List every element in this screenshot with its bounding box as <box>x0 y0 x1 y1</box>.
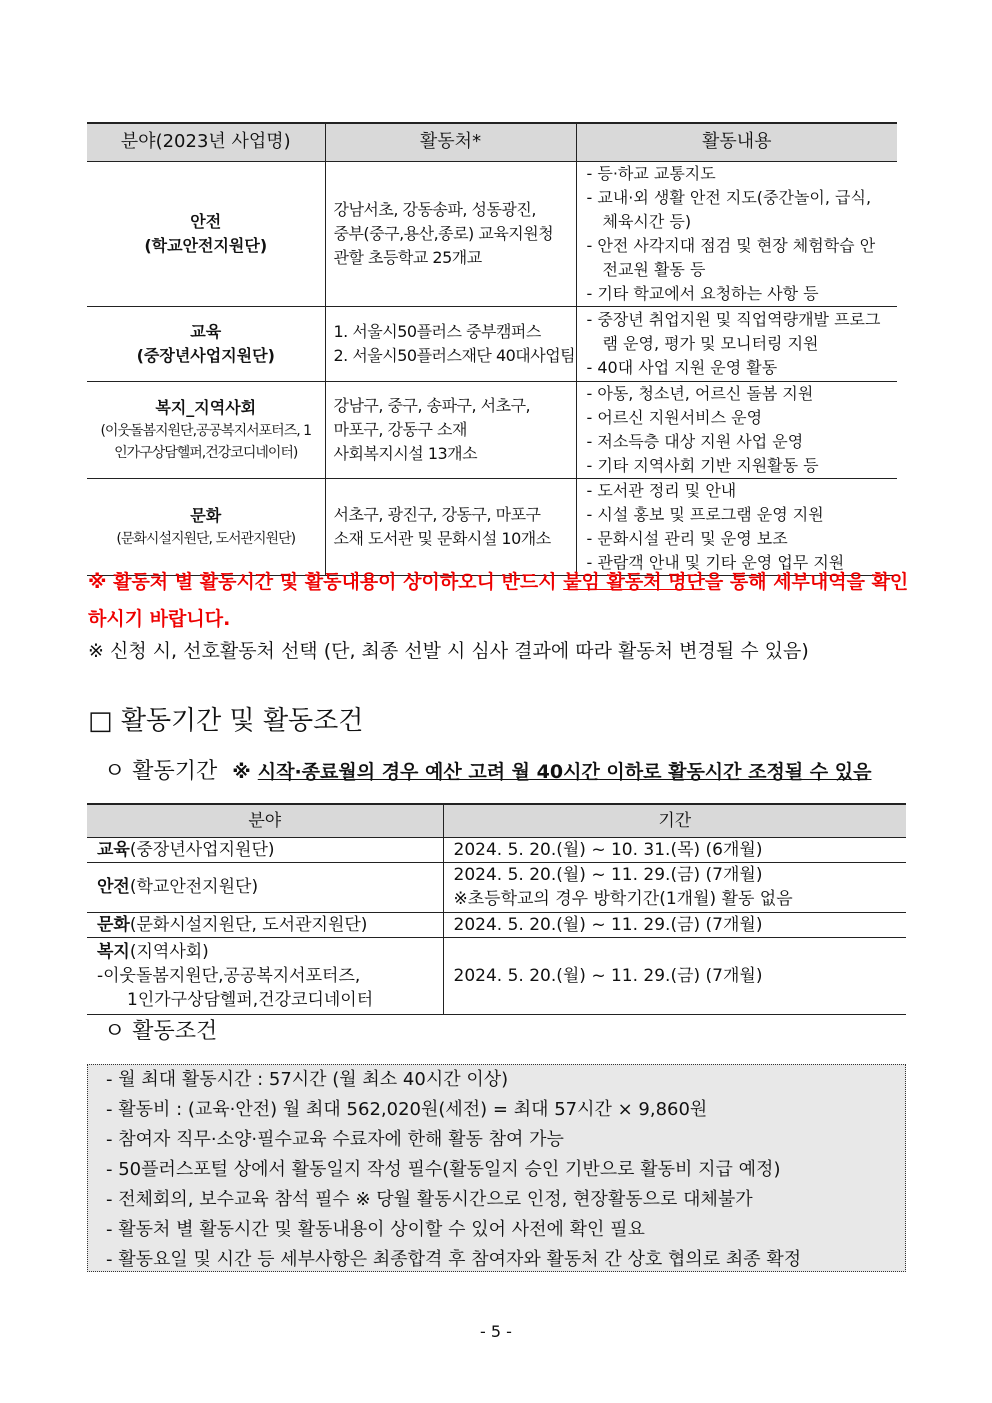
content-item: - 40대 사업 지원 운영 활동 <box>586 357 778 377</box>
content-cell <box>576 381 897 478</box>
place-line: 강남구, 중구, 송파구, 서초구, <box>333 395 531 415</box>
header-period: 기간 <box>443 804 906 837</box>
place-cell <box>325 161 576 306</box>
condition-item: - 활동처 별 활동시간 및 활동내용이 상이할 수 있어 사전에 확인 필요 <box>106 1219 645 1240</box>
place-line: 서초구, 광진구, 강동구, 마포구 <box>333 504 541 524</box>
field-detail: (학교안전지원단) <box>129 877 259 897</box>
field-name: 안전 <box>97 877 130 897</box>
content-item: - 기타 학교에서 요청하는 사항 등 <box>586 283 819 303</box>
place-cell <box>325 381 576 478</box>
activity-period-table <box>87 803 906 1015</box>
table-header-row <box>87 123 897 161</box>
content-item: - 중장년 취업지원 및 직업역량개발 프로그램 운영, 평가 및 모니터링 지원 <box>586 309 881 353</box>
field-detail: (문화시설지원단, 도서관지원단) <box>129 914 368 935</box>
category-sub: (문화시설지원단, 도서관지원단) <box>116 530 296 547</box>
table-row <box>87 478 897 575</box>
conditions-heading: ㅇ 활동조건 <box>104 1019 218 1044</box>
header-content: 활동내용 <box>576 123 897 161</box>
condition-item: - 50플러스포털 상에서 활동일지 작성 필수(활동일지 승인 기반으로 활동비 지급 예정) <box>106 1159 781 1180</box>
field-cell <box>87 862 443 912</box>
category-name: 문화 <box>190 505 222 525</box>
field-name: 교육 <box>97 839 130 860</box>
category-cell <box>87 161 325 306</box>
place-line: 중부(중구,용산,종로) 교육지원청 <box>333 223 554 243</box>
content-item: - 교내·외 생활 안전 지도(중간놀이, 급식, 체육시간 등) <box>586 187 872 231</box>
period-heading: ㅇ 활동기간 ※ 시작·종료월의 경우 예산 고려 월 40시간 이하로 활동시간 조정될 수 있음 <box>104 759 872 784</box>
period-line: 2024. 5. 20.(월) ~ 11. 29.(금) (7개월) <box>453 914 763 935</box>
category-sub: (학교안전지원단) <box>144 235 268 255</box>
table-row <box>87 161 897 306</box>
table-row <box>87 937 906 1014</box>
condition-item: - 활동비 : (교육·안전) 월 최대 562,020원(세전) = 최대 57시간 × 9,860원 <box>106 1099 708 1120</box>
category-cell <box>87 478 325 575</box>
activity-places-table <box>87 122 897 576</box>
header-field: 분야 <box>87 804 443 837</box>
period-note: 시작·종료월의 경우 예산 고려 월 40시간 이하로 활동시간 조정될 수 있음 <box>257 761 872 783</box>
table-row <box>87 912 906 937</box>
field-extra: 1인가구상담헬퍼,건강코디네이터 <box>127 989 374 1010</box>
period-cell <box>443 837 906 862</box>
period-cell <box>443 937 906 1014</box>
field-cell <box>87 937 443 1014</box>
condition-item: - 참여자 직무·소양·필수교육 수료자에 한해 활동 참여 가능 <box>106 1129 564 1150</box>
content-cell <box>576 478 897 575</box>
period-line: 2024. 5. 20.(월) ~ 11. 29.(금) (7개월) <box>453 965 763 986</box>
content-item: - 시설 홍보 및 프로그램 운영 지원 <box>586 504 824 524</box>
period-line: 2024. 5. 20.(월) ~ 10. 31.(목) (6개월) <box>453 839 763 860</box>
section-title: □ 활동기간 및 활동조건 <box>88 706 364 736</box>
header-place: 활동처* <box>325 123 576 161</box>
content-cell <box>576 161 897 306</box>
period-line: ※초등학교의 경우 방학기간(1개월) 활동 없음 <box>453 889 793 909</box>
place-line: 마포구, 강동구 소재 <box>333 419 467 439</box>
category-name: 교육 <box>190 321 222 341</box>
field-cell <box>87 912 443 937</box>
table-row <box>87 306 897 381</box>
content-cell <box>576 306 897 381</box>
category-sub: (이웃돌봄지원단,공공복지서포터즈, 1인가구상담헬퍼,건강코디네이터) <box>100 422 312 461</box>
category-cell <box>87 381 325 478</box>
conditions-box <box>87 1064 906 1272</box>
content-item: - 관람객 안내 및 기타 운영 업무 지원 <box>586 552 845 572</box>
place-line: 1. 서울시50플러스 중부캠퍼스 <box>333 321 541 341</box>
table-row <box>87 862 906 912</box>
place-cell <box>325 478 576 575</box>
selection-note: ※ 신청 시, 선호활동처 선택 (단, 최종 선발 시 심사 결과에 따라 활동처 변경될 수 있음) <box>88 640 809 662</box>
field-detail: (지역사회) <box>129 941 209 962</box>
place-line: 강남서초, 강동송파, 성동광진, <box>333 199 536 219</box>
field-cell <box>87 837 443 862</box>
period-cell <box>443 912 906 937</box>
place-line: 관할 초등학교 25개교 <box>333 247 482 267</box>
category-cell <box>87 306 325 381</box>
red-notice: ※ 활동처 별 활동시간 및 활동내용이 상이하오니 반드시 붙임 활동처 명단을 통해 세부내역을 확인하시기 바랍니다. <box>88 571 909 630</box>
place-line: 2. 서울시50플러스재단 40대사업팀 <box>333 345 576 365</box>
content-item: - 도서관 정리 및 안내 <box>586 480 737 500</box>
content-item: - 안전 사각지대 점검 및 현장 체험학습 안전교원 활동 등 <box>586 235 876 279</box>
field-extra: -이웃돌봄지원단,공공복지서포터즈, <box>97 965 361 986</box>
condition-item: - 전체회의, 보수교육 참석 필수 ※ 당월 활동시간으로 인정, 현장활동으로 대체불가 <box>106 1189 753 1210</box>
content-item: - 등·하교 교통지도 <box>586 163 716 183</box>
place-cell <box>325 306 576 381</box>
condition-item: - 월 최대 활동시간 : 57시간 (월 최소 40시간 이상) <box>106 1069 509 1090</box>
attached-list-link-text: 붙임 활동처 명단 <box>563 571 705 593</box>
content-item: - 아동, 청소년, 어르신 돌봄 지원 <box>586 383 814 403</box>
category-sub: (중장년사업지원단) <box>136 345 275 365</box>
page-number: - 5 - <box>480 1322 512 1341</box>
content-item: - 저소득층 대상 지원 사업 운영 <box>586 431 804 451</box>
content-item: - 문화시설 관리 및 운영 보조 <box>586 528 788 548</box>
table-row <box>87 381 897 478</box>
period-line: 2024. 5. 20.(월) ~ 11. 29.(금) (7개월) <box>453 865 763 885</box>
table-header-row <box>87 804 906 837</box>
period-cell <box>443 862 906 912</box>
field-detail: (중장년사업지원단) <box>129 839 275 860</box>
category-name: 복지_지역사회 <box>155 397 257 417</box>
condition-item: - 활동요일 및 시간 등 세부사항은 최종합격 후 참여자와 활동처 간 상호 협의로 최종 확정 <box>106 1249 802 1270</box>
field-name: 복지 <box>97 941 130 962</box>
place-line: 소재 도서관 및 문화시설 10개소 <box>333 528 551 548</box>
place-line: 사회복지시설 13개소 <box>333 443 478 463</box>
table-row <box>87 837 906 862</box>
header-category: 분야(2023년 사업명) <box>87 123 325 161</box>
field-name: 문화 <box>97 914 130 935</box>
content-item: - 기타 지역사회 기반 지원활동 등 <box>586 455 819 475</box>
category-name: 안전 <box>190 211 222 231</box>
content-item: - 어르신 지원서비스 운영 <box>586 407 763 427</box>
